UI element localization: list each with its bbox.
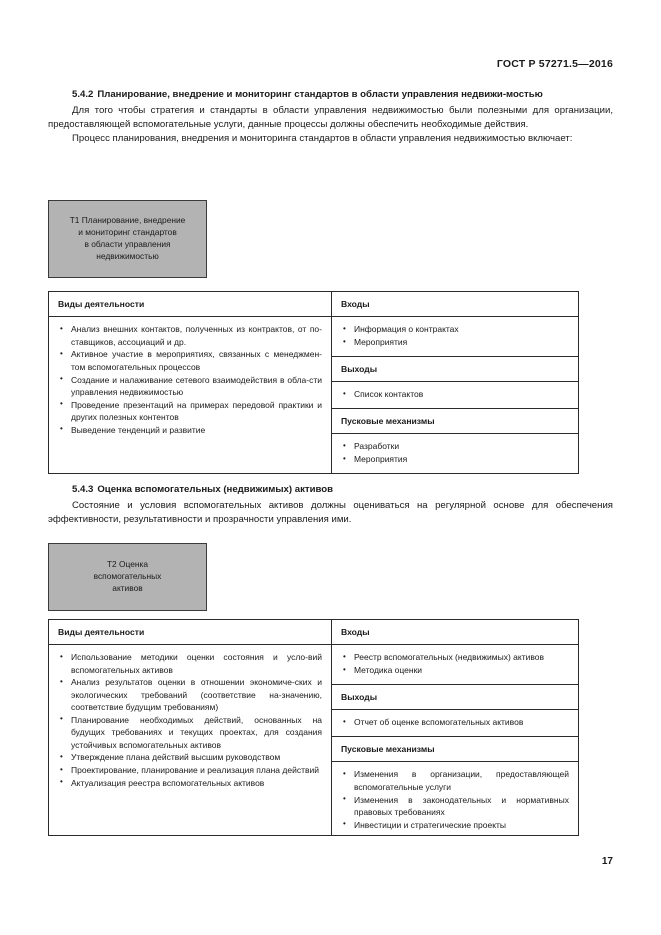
list-item: • Методика оценки: [341, 664, 569, 676]
activities-table-1: [48, 291, 579, 474]
process-box-t2-line: активов: [112, 582, 143, 593]
list-item: • Анализ внешних контактов, полученных из контрактов, от по-ставщиков, ассоциаций и др.: [58, 323, 322, 348]
section-5-4-2-paragraph-1: Для того чтобы стратегия и стандарты в области управления недвижимостью были полезными для организации, предоставляющей вспомогательные услуги, данные процессы должны обеспечить необходимые действия.: [48, 104, 613, 130]
process-box-t1-line: и мониторинг стандартов: [78, 227, 177, 238]
table-2-outputs-list: [341, 716, 569, 728]
process-box-t2-lines: [55, 559, 200, 595]
section-5-4-2-paragraph-2: Процесс планирования, внедрения и мониторинга стандартов в области управления недвижимостью включает:: [72, 133, 573, 145]
list-item: • Список контактов: [341, 388, 569, 400]
table-1-triggers-header: Пусковые механизмы: [332, 409, 578, 434]
table-1-outputs-header: Выходы: [332, 357, 578, 382]
process-box-t2-line: вспомогательных: [93, 571, 162, 582]
section-5-4-3-title: Оценка вспомогательных (недвижимых) активов: [97, 484, 333, 495]
list-item: • Активное участие в мероприятиях, связанных с менеджмен-том вспомогательных процессов: [58, 348, 322, 373]
list-item: • Планирование необходимых действий, основанных на будущих требованиях и текущих проектах, для создания устойчивых вспомогательных активов: [58, 714, 322, 751]
table-2-activities-list: [58, 651, 322, 789]
table-2-activities-header: Виды деятельности: [49, 620, 331, 645]
list-item: • Изменения в законодательных и нормативных правовых требованиях: [341, 794, 569, 819]
list-item: • Утверждение плана действий высшим руководством: [58, 751, 322, 763]
list-item: • Выведение тенденций и развитие: [58, 424, 322, 436]
section-5-4-2-title: Планирование, внедрение и мониторинг стандартов в области управления недвижи-мостью: [97, 89, 543, 100]
table-2-inputs-header: Входы: [332, 620, 578, 645]
list-item: • Разработки: [341, 440, 569, 452]
process-box-t1-line: недвижимостью: [96, 250, 159, 261]
table-1-inputs-list: [341, 323, 569, 348]
section-5-4-3: [48, 483, 613, 526]
process-box-t1-lines: [55, 215, 200, 263]
process-box-t1-line: в области управления: [84, 239, 171, 249]
table-1-io-column: [332, 292, 578, 473]
table-1-outputs-list: [341, 388, 569, 400]
table-1-triggers-body: [332, 434, 578, 473]
list-item: • Отчет об оценке вспомогательных активов: [341, 716, 569, 728]
table-1-activities-body: [49, 317, 331, 473]
table-2-activities-body: [49, 645, 331, 835]
table-1-triggers-list: [341, 440, 569, 465]
list-item: • Создание и налаживание сетевого взаимодействия в обла-сти управления недвижимостью: [58, 374, 322, 399]
table-1-activities-header: Виды деятельности: [49, 292, 331, 317]
list-item: • Инвестиции и стратегические проекты: [341, 819, 569, 831]
list-item: • Использование методики оценки состояния и усло-вий вспомогательных активов: [58, 651, 322, 676]
section-5-4-2: [48, 88, 613, 146]
table-2-activities-column: [49, 620, 332, 835]
table-1-activities-column: [49, 292, 332, 473]
table-1-activities-list: [58, 323, 322, 436]
list-item: • Проведение презентаций на примерах передовой практики и других полезных контентов: [58, 399, 322, 424]
process-box-t1-line: T1 Планирование, внедрение: [69, 215, 186, 226]
section-5-4-3-number: 5.4.3: [72, 484, 94, 495]
table-1-outputs-body: [332, 382, 578, 409]
table-2-triggers-list: [341, 768, 569, 831]
table-2-io-column: [332, 620, 578, 835]
section-5-4-2-number: 5.4.2: [72, 89, 94, 100]
standard-header: ГОСТ Р 57271.5—2016: [496, 58, 613, 70]
page-number: 17: [601, 856, 613, 867]
table-2-triggers-body: [332, 762, 578, 838]
process-box-t2: [48, 543, 207, 611]
table-2-triggers-header: Пусковые механизмы: [332, 737, 578, 762]
list-item: • Мероприятия: [341, 336, 569, 348]
table-2-inputs-body: [332, 645, 578, 685]
table-1-inputs-body: [332, 317, 578, 357]
section-5-4-3-paragraph-1: Состояние и условия вспомогательных активов должны оцениваться на регулярной основе для обеспечения эффективности, результативности и прозрачности управления ими.: [48, 499, 613, 525]
table-2-outputs-body: [332, 710, 578, 737]
activities-table-2: [48, 619, 579, 836]
list-item: • Актуализация реестра вспомогательных активов: [58, 777, 322, 789]
table-2-inputs-list: [341, 651, 569, 676]
section-5-4-3-heading: [48, 483, 613, 497]
table-2-outputs-header: Выходы: [332, 685, 578, 710]
list-item: • Мероприятия: [341, 453, 569, 465]
list-item: • Реестр вспомогательных (недвижимых) активов: [341, 651, 569, 663]
process-box-t2-line: T2 Оценка: [106, 559, 149, 570]
list-item: • Анализ результатов оценки в отношении экономиче-ских и экологических требований (соответствие на-значению, соответствие будущим требованиям): [58, 676, 322, 713]
list-item: • Информация о контрактах: [341, 323, 569, 335]
process-box-t1: [48, 200, 207, 278]
table-1-inputs-header: Входы: [332, 292, 578, 317]
list-item: • Проектирование, планирование и реализация плана действий: [58, 764, 322, 776]
section-5-4-2-heading: [48, 88, 613, 102]
list-item: • Изменения в организации, предоставляющей вспомогательные услуги: [341, 768, 569, 793]
